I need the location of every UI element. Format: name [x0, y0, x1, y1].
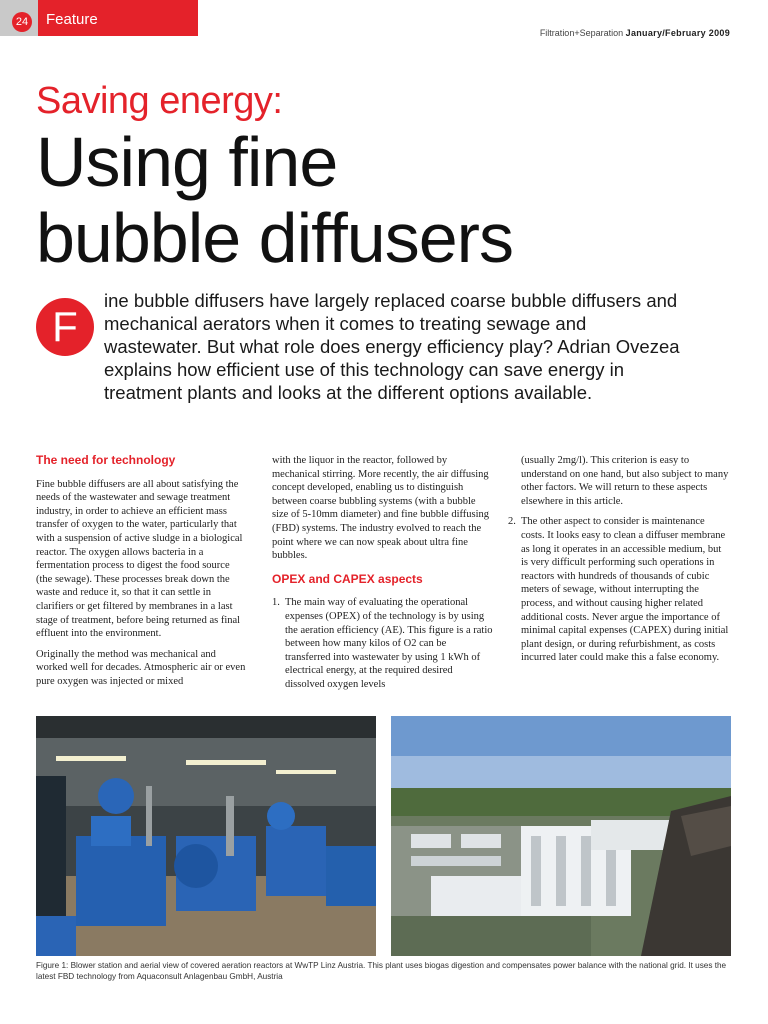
issue-date: January/February 2009 [625, 28, 730, 38]
body-column-2 [272, 454, 494, 699]
dropcap: F [36, 298, 94, 356]
headline-line-1: Using fine [36, 123, 338, 201]
list-text: The other aspect to consider is maintenance costs. It looks easy to clean a diffuser membrane as long it operates in an accessible medium, but is very difficult performing such operations in reactors with hundreds of thousands of cubic meters of sewage, without interrupting the process, and without causing higher related additional costs. Never argue the importance of minimal capital expenses (CAPEX) during initial plant design, or during refurbishment, as costs incurred later could make this a false economy. [521, 516, 729, 664]
subhead-need-for-technology: The need for technology [36, 453, 176, 467]
blower-station-photo [36, 716, 376, 956]
headline-line-2: bubble diffusers [36, 199, 513, 277]
paragraph: Fine bubble diffusers are all about satisfying the needs of the wastewater and sewage treatment industry, in order to achieve an efficient mass transfer of oxygen to the water, particularly that with a suspension of active sludge in a biological reactor. The oxygen allows bacteria in a fermentation process to digest the food source (the sewage). These processes break down the waste and reduce it, so that it can settle in clarifiers or get filtered by membranes in a last stage of treatment, before being returned as final effluent into the environment. [36, 478, 243, 640]
list-number: 2. [508, 516, 516, 528]
paragraph: (usually 2mg/l). This criterion is easy to understand on one hand, but also subject to many other factors. We will return to these aspects elsewhere in this article. [521, 455, 729, 507]
section-label: Feature [46, 11, 98, 28]
body-column-1 [36, 454, 246, 696]
paragraph: with the liquor in the reactor, followed by mechanical stirring. More recently, the air diffusing concept developed, enabling us to distinguish between coarse bubbling systems (with a bubble size of 5-10mm diameter) and fine bubble diffusing (FBD) systems. The industry evolved to reach the point where we can now speak about ultra fine bubbles. [272, 455, 490, 562]
subhead-opex-capex: OPEX and CAPEX aspects [272, 571, 423, 586]
list-text: The main way of evaluating the operational expenses (OPEX) of the technology is by using the aeration efficiency (AE). This figure is a ratio between how many kilos of O2 can be transferred into wastewater by using 1 kWh of electrical energy, at the required desired dissolved oxygen levels [285, 597, 493, 690]
kicker: Saving energy: [36, 80, 283, 122]
page-number: 24 [12, 12, 32, 32]
figure-caption: Figure 1: Blower station and aerial view of covered aeration reactors at WwTP Linz Austria. This plant uses biogas digestion and compensates power balance with the national grid. It uses the latest FBD technology from Aquaconsult Anlagenbau GmbH, Austria [36, 961, 727, 981]
aerial-view-photo [391, 716, 731, 956]
publication-name: Filtration+Separation [539, 28, 624, 38]
masthead [540, 28, 730, 38]
list-number: 1. [272, 597, 280, 609]
standfirst: ine bubble diffusers have largely replaced coarse bubble diffusers and mechanical aerators when it comes to treating sewage and wastewater. But what role does energy efficiency play? Adrian Ovezea explains how efficient use of this technology can save energy in treatment plants and looks at the different options available. [104, 290, 680, 403]
list-item [272, 596, 494, 691]
body-column-3 [508, 454, 730, 672]
page-number-block [0, 0, 38, 36]
paragraph: Originally the method was mechanical and worked well for decades. Atmospheric air or even pure oxygen was injected or mixed [36, 648, 246, 687]
list-item [508, 515, 730, 665]
headline [36, 124, 513, 276]
